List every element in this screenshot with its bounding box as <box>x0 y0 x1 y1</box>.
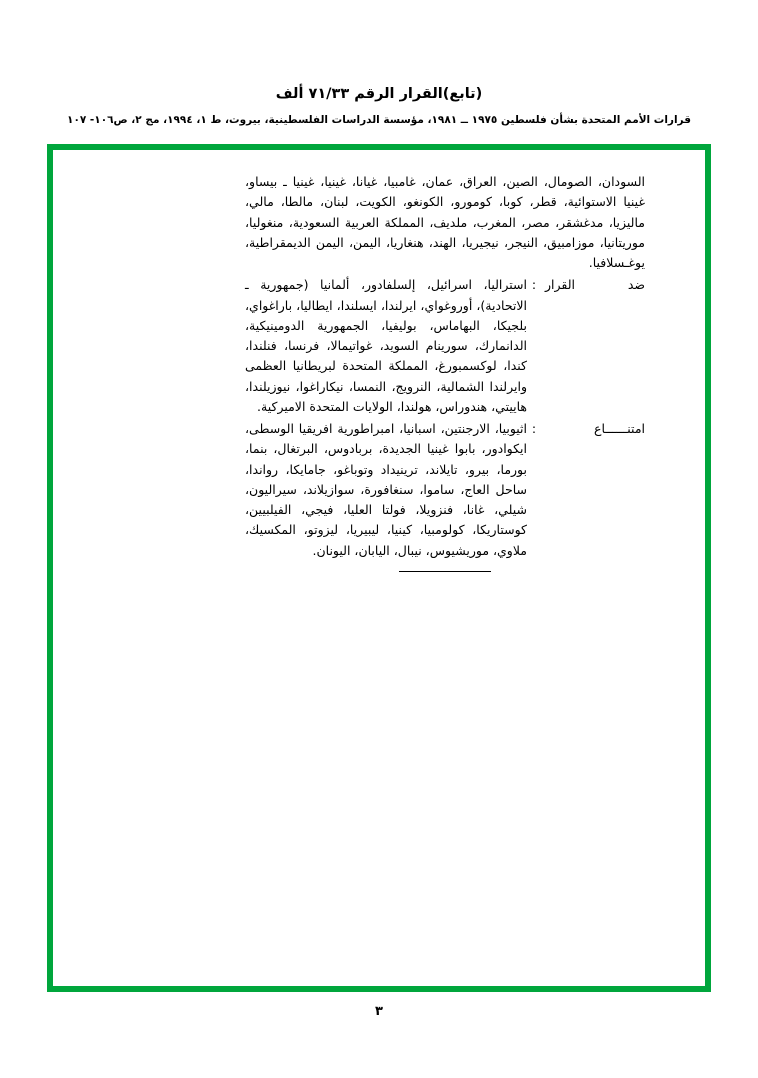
section-colon: : <box>531 421 537 436</box>
country-list-paragraph: السودان، الصومال، الصين، العراق، عمان، غامبيا، غيانا، غينيا، غينيا ـ بيساو، غينيا الاستوائية، قطر، كوبا، كومورو، الكونغو، الكويت، لبنان، مالطا، مالي، ماليزيا، مدغشقر، مصر، المغرب، ملديف، المملكة العربية السعودية، منغوليا، موريتانيا، موزامبيق، النيجر، نيجيريا، الهند، هنغاريا، اليمن، اليمن الديمقراطية، يوغـسلافيا. <box>245 174 645 270</box>
section-against-resolution <box>245 275 645 417</box>
section-label: امتنــــــاع <box>594 421 645 436</box>
horizontal-rule <box>399 571 491 572</box>
green-border-frame <box>47 144 711 992</box>
section-colon: : <box>531 277 537 293</box>
section-text: اثيوبيا، الارجنتين، اسبانيا، امبراطورية افريقيا الوسطى، ايكوادور، بابوا غينيا الجديدة، بربادوس، البرتغال، بنما، بورما، بيرو، تايلاند، ترينيداد وتوباغو، جامايكا، رواندا، ساحل العاج، ساموا، سنغافورة، سوازيلاند، سيراليون، شيلي، غانا، فنزويلا، فولتا العليا، فيجي، الفيلبيين، كوستاريكا، كولومبيا، كينيا، ليبيريا، ليزوتو، المكسيك، ملاوي، موريشيوس، نيبال، اليابان، اليونان. <box>245 421 527 558</box>
section-text: استراليا، اسرائيل، إلسلفادور، ألمانيا (جمهورية ـ الاتحادية)، أوروغواي، ايرلندا، ايسلندا، ايطاليا، باراغواي، بلجيكا، البهاماس، بوليفيا، الجمهورية الدومينيكية، الدانمارك، سورينام السويد، غواتيمالا، فرنسا، فنلندا، كندا، لوكسمبورغ، المملكة المتحدة لبريطانيا العظمى وايرلندا الشمالية، النرويج، النمسا، نيكاراغوا، نيوزيلندا، هاييتي، هندوراس، هولندا، الولايات المتحدة الاميركية. <box>245 277 527 414</box>
page-header <box>0 84 758 128</box>
page-title: (تابع)القرار الرقم ٧١/٣٣ ألف <box>275 86 483 102</box>
document-body <box>245 172 645 572</box>
page-source-citation: قرارات الأمم المتحدة بشأن فلسطين ١٩٧٥ ــ ١٩٨١، مؤسسة الدراسات الفلسطينية، بيروت، ط ١، ١٩٩٤، مج ٢، ص١٠٦- ١٠٧ <box>67 114 691 127</box>
page-number: ٣ <box>375 1004 383 1019</box>
section-abstained <box>245 419 645 561</box>
section-label: ضد القرار <box>545 277 645 293</box>
